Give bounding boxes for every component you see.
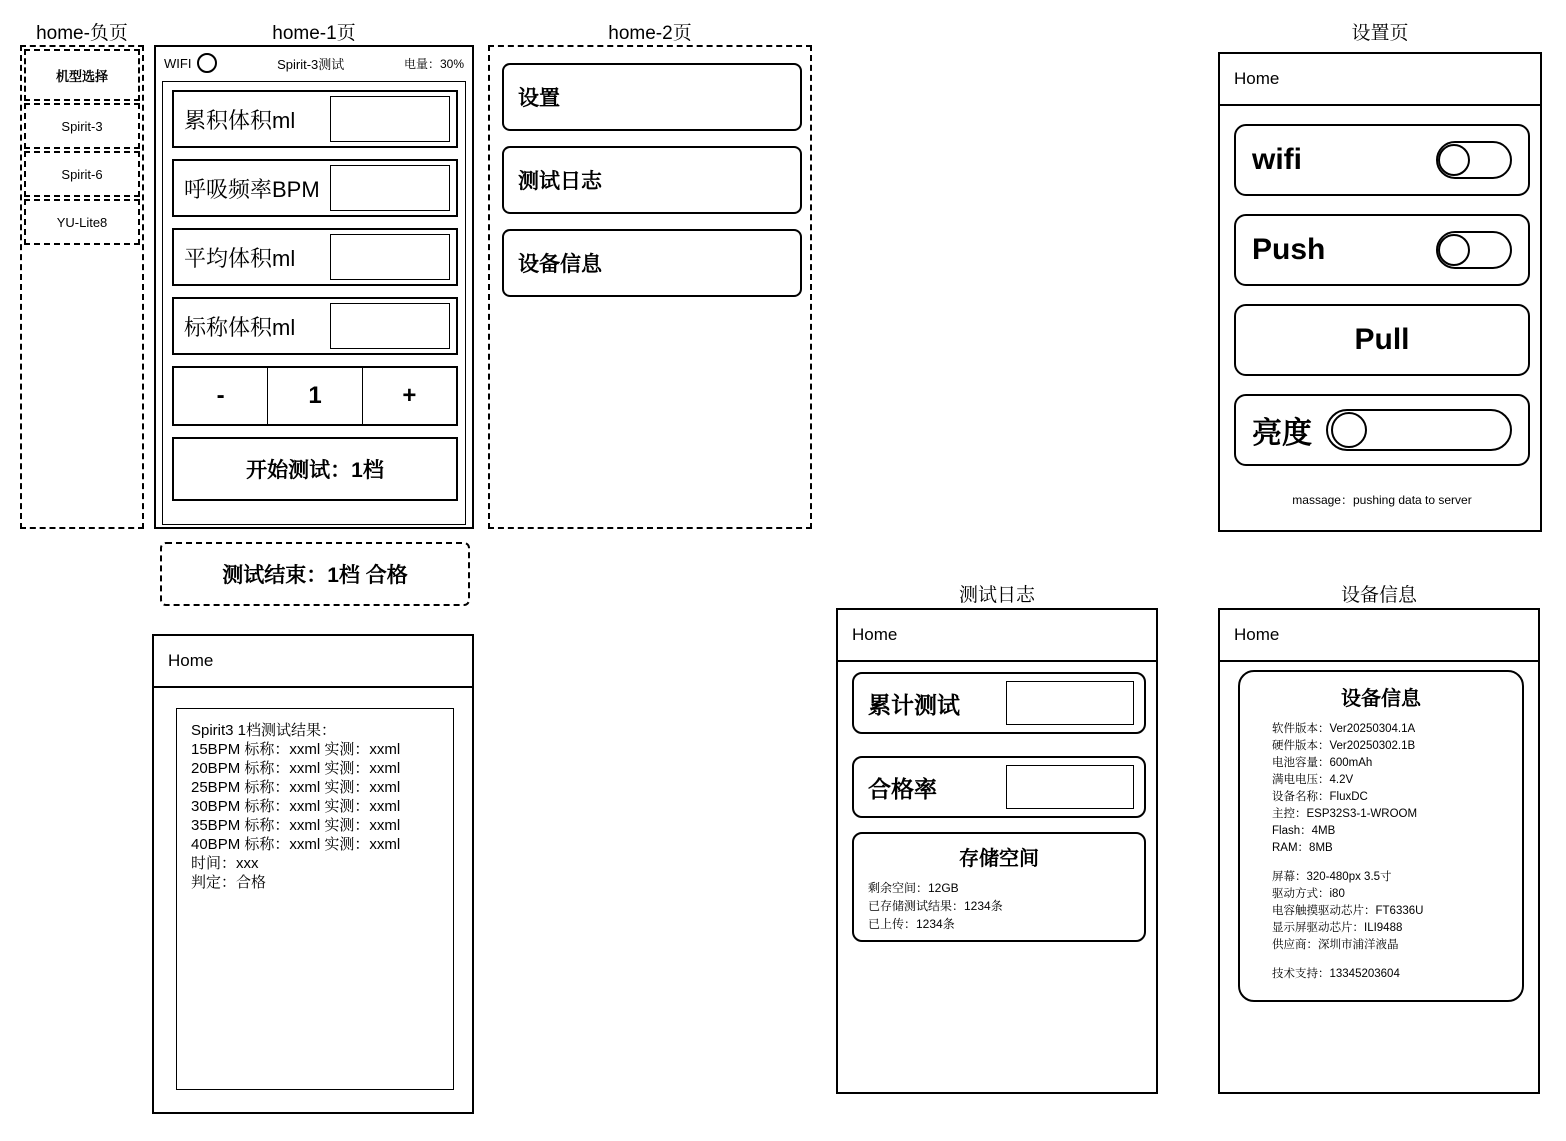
field-value[interactable] — [330, 303, 450, 349]
home-1-content — [162, 81, 466, 525]
model-select-header: 机型选择 — [24, 49, 140, 101]
screen-test-report — [152, 634, 474, 1114]
device-info-spacer — [1240, 954, 1522, 966]
device-info-line: 屏幕：320-480px 3.5寸 — [1272, 871, 1392, 883]
log-field-value[interactable] — [1006, 765, 1134, 809]
report-body — [176, 708, 454, 1090]
field-label: 累积体积ml — [184, 107, 296, 133]
storage-card — [852, 832, 1146, 942]
caption-device-info: 设备信息 — [1340, 585, 1417, 606]
report-line: 30BPM 标称：xxml 实测：xxml — [191, 798, 401, 815]
field-label: 平均体积ml — [184, 245, 296, 271]
log-field-pass-rate — [852, 756, 1146, 818]
device-info-header: Home — [1220, 610, 1538, 662]
model-item-yu-lite8[interactable]: YU-Lite8 — [24, 199, 140, 245]
push-toggle[interactable] — [1436, 231, 1512, 269]
toggle-knob — [1438, 234, 1470, 266]
device-card-title: 设备信息 — [1341, 688, 1421, 710]
status-bar — [156, 47, 472, 79]
settings-message: massage：pushing data to server — [1292, 493, 1472, 507]
field-value[interactable] — [330, 165, 450, 211]
device-info-line: 电容触摸驱动芯片：FT6336U — [1272, 905, 1424, 917]
field-average-volume — [172, 228, 458, 286]
gear-stepper — [172, 366, 458, 426]
report-line: 25BPM 标称：xxml 实测：xxml — [191, 779, 401, 796]
report-line: 判定：合格 — [191, 874, 267, 891]
field-label: 标称体积ml — [184, 314, 296, 340]
stepper-minus-button[interactable]: - — [216, 382, 225, 409]
report-line: 15BPM 标称：xxml 实测：xxml — [191, 741, 401, 758]
wifi-icon — [197, 53, 217, 73]
device-info-line: 驱动方式：i80 — [1272, 888, 1345, 900]
setting-label: Push — [1252, 233, 1326, 266]
report-header: Home — [154, 636, 472, 688]
log-field-value[interactable] — [1006, 681, 1134, 725]
menu-item-settings[interactable]: 设置 — [502, 63, 802, 131]
start-test-button[interactable]: 开始测试：1档 — [172, 437, 458, 501]
device-info-line: 技术支持：13345203604 — [1272, 968, 1400, 980]
setting-row-push[interactable] — [1234, 214, 1530, 286]
menu-item-device-info[interactable]: 设备信息 — [502, 229, 802, 297]
field-value[interactable] — [330, 96, 450, 142]
setting-label: wifi — [1252, 143, 1302, 176]
menu-item-test-log[interactable]: 测试日志 — [502, 146, 802, 214]
setting-row-pull[interactable] — [1234, 304, 1530, 376]
caption-home-neg: home-负页 — [36, 23, 128, 44]
device-info-line: 设备名称：FluxDC — [1272, 791, 1368, 803]
model-item-spirit-6[interactable]: Spirit-6 — [24, 151, 140, 197]
field-label: 呼吸频率BPM — [184, 176, 320, 202]
caption-home-2: home-2页 — [608, 23, 692, 44]
screen-home-2 — [488, 45, 812, 529]
device-info-card — [1238, 670, 1524, 1002]
field-nominal-volume — [172, 297, 458, 355]
report-line: 40BPM 标称：xxml 实测：xxml — [191, 836, 401, 853]
device-info-line: 软件版本：Ver20250304.1A — [1272, 723, 1416, 735]
wifi-toggle[interactable] — [1436, 141, 1512, 179]
slider-knob[interactable] — [1331, 412, 1367, 448]
device-info-line: 满电电压：4.2V — [1272, 774, 1354, 786]
setting-label: Pull — [1354, 323, 1410, 356]
caption-home-1: home-1页 — [272, 23, 356, 44]
storage-line: 已上传：1234条 — [868, 917, 955, 931]
field-cumulative-volume — [172, 90, 458, 148]
report-line: Spirit3 1档测试结果： — [191, 722, 337, 739]
status-title: Spirit-3测试 — [277, 56, 345, 72]
test-log-header: Home — [838, 610, 1156, 662]
device-info-spacer — [1240, 857, 1522, 869]
stepper-value: 1 — [267, 368, 361, 424]
device-info-line: 电池容量：600mAh — [1272, 757, 1373, 769]
device-info-line: RAM：8MB — [1272, 842, 1333, 854]
device-info-line: 硬件版本：Ver20250302.1B — [1272, 740, 1416, 752]
screen-settings — [1218, 52, 1542, 532]
caption-settings: 设置页 — [1351, 23, 1409, 44]
battery-label: 电量：30% — [403, 56, 464, 71]
setting-row-wifi[interactable] — [1234, 124, 1530, 196]
toggle-knob — [1438, 144, 1470, 176]
storage-title: 存储空间 — [959, 848, 1039, 870]
settings-header: Home — [1220, 54, 1540, 106]
report-line: 35BPM 标称：xxml 实测：xxml — [191, 817, 401, 834]
test-finished-button[interactable]: 测试结束：1档 合格 — [160, 542, 470, 606]
report-line: 时间：xxx — [191, 855, 259, 872]
storage-line: 已存储测试结果：1234条 — [868, 899, 1003, 913]
device-info-line: 显示屏驱动芯片：ILI9488 — [1272, 922, 1403, 934]
screen-test-log — [836, 608, 1158, 1094]
device-info-line: 主控：ESP32S3-1-WROOM — [1272, 808, 1418, 820]
caption-test-log: 测试日志 — [958, 585, 1035, 606]
model-item-spirit-3[interactable]: Spirit-3 — [24, 103, 140, 149]
storage-line: 剩余空间：12GB — [868, 881, 959, 895]
field-value[interactable] — [330, 234, 450, 280]
brightness-slider[interactable] — [1326, 409, 1512, 451]
log-field-label: 累计测试 — [868, 691, 960, 718]
setting-label: 亮度 — [1252, 417, 1312, 450]
device-info-line: 供应商：深圳市浦洋液晶 — [1272, 939, 1399, 951]
field-respiration-rate — [172, 159, 458, 217]
wifi-label: WIFI — [164, 55, 192, 71]
screen-home-1 — [154, 45, 474, 529]
log-field-label: 合格率 — [868, 775, 937, 802]
screen-home-neg — [20, 45, 144, 529]
screen-device-info — [1218, 608, 1540, 1094]
log-field-total-tests — [852, 672, 1146, 734]
stepper-plus-button[interactable]: + — [362, 368, 456, 424]
device-info-line: Flash：4MB — [1272, 825, 1336, 837]
report-line: 20BPM 标称：xxml 实测：xxml — [191, 760, 401, 777]
setting-row-brightness[interactable] — [1234, 394, 1530, 466]
